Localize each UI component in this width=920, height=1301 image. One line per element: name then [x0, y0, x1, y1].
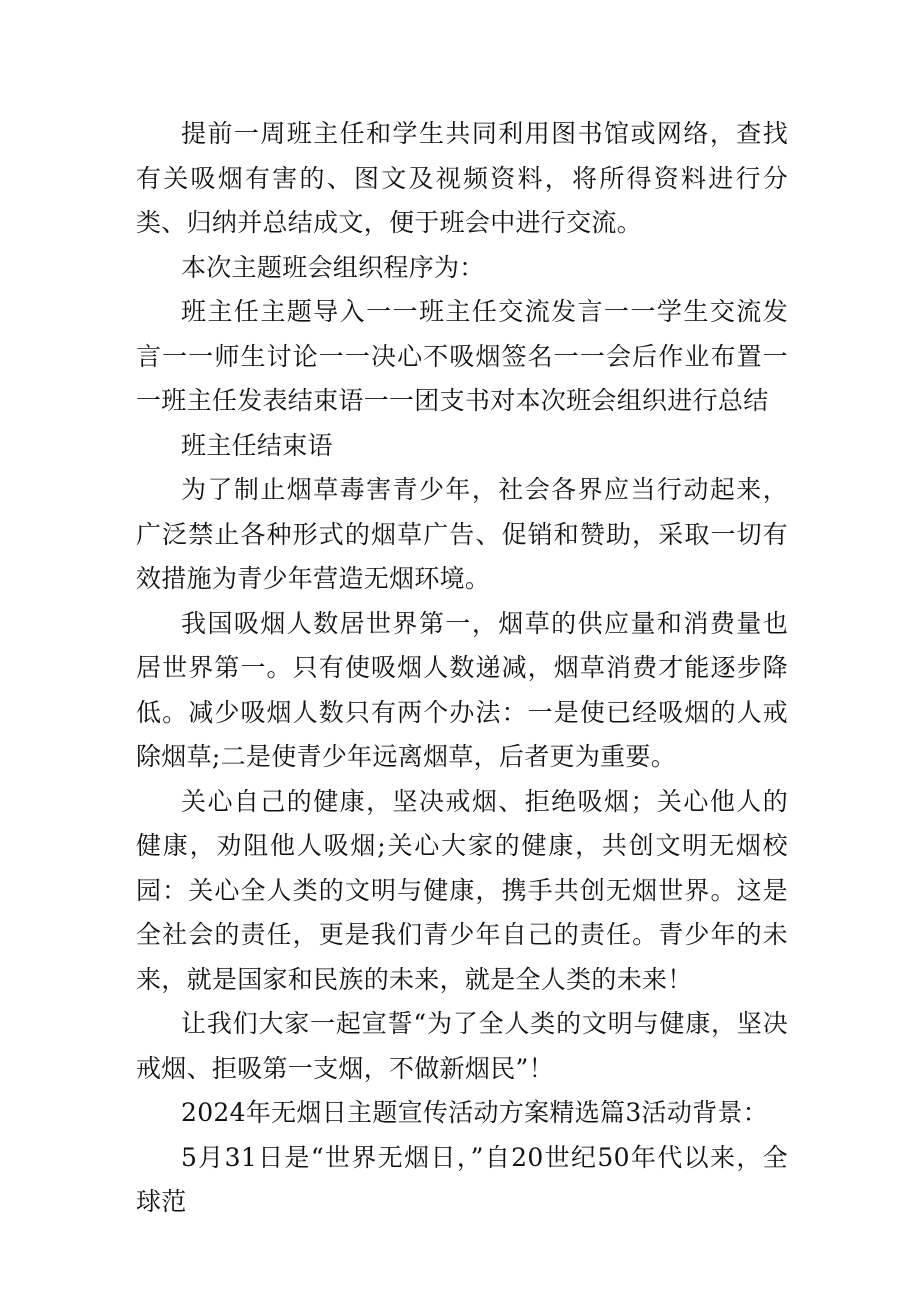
- paragraph-procedure-steps: 班主任主题导入一一班主任交流发言一一学生交流发言一一师生讨论一一决心不吸烟签名一一会后作业布置一一班主任发表结束语一一团支书对本次班会组织进行总结: [136, 297, 788, 415]
- document-body: [136, 112, 788, 1225]
- paragraph-closing-3: 关心自己的健康，坚决戒烟、拒绝吸烟；关心他人的健康，劝阻他人吸烟;关心大家的健康，共创文明无烟校园：关心全人类的文明与健康，携手共创无烟世界。这是全社会的责任，更是我们青少年自己的责任。青少年的未来，就是国家和民族的未来，就是全人类的未来！: [136, 786, 788, 994]
- paragraph-pledge: 让我们大家一起宣誓“为了全人类的文明与健康，坚决戒烟、拒吸第一支烟，不做新烟民”！: [136, 1009, 788, 1083]
- paragraph-closing-heading: 班主任结束语: [181, 430, 333, 460]
- paragraph-preparation: 提前一周班主任和学生共同利用图书馆或网络，查找有关吸烟有害的、图文及视频资料，将所得资料进行分类、归纳并总结成文，便于班会中进行交流。: [136, 119, 788, 237]
- paragraph-section-title: 2024年无烟日主题宣传活动方案精选篇3活动背景：: [181, 1098, 769, 1127]
- paragraph-background: 5月31日是“世界无烟日，”自20世纪50年代以来，全球范: [136, 1142, 788, 1216]
- paragraph-closing-2: 我国吸烟人数居世界第一，烟草的供应量和消费量也居世界第一。只有使吸烟人数递减，烟草消费才能逐步降低。减少吸烟人数只有两个办法：一是使已经吸烟的人戒除烟草;二是使青少年远离烟草，后者更为重要。: [136, 608, 788, 771]
- paragraph-closing-1: 为了制止烟草毒害青少年，社会各界应当行动起来，广泛禁止各种形式的烟草广告、促销和赞助，采取一切有效措施为青少年营造无烟环境。: [136, 475, 788, 593]
- paragraph-procedure-heading: 本次主题班会组织程序为：: [181, 252, 485, 282]
